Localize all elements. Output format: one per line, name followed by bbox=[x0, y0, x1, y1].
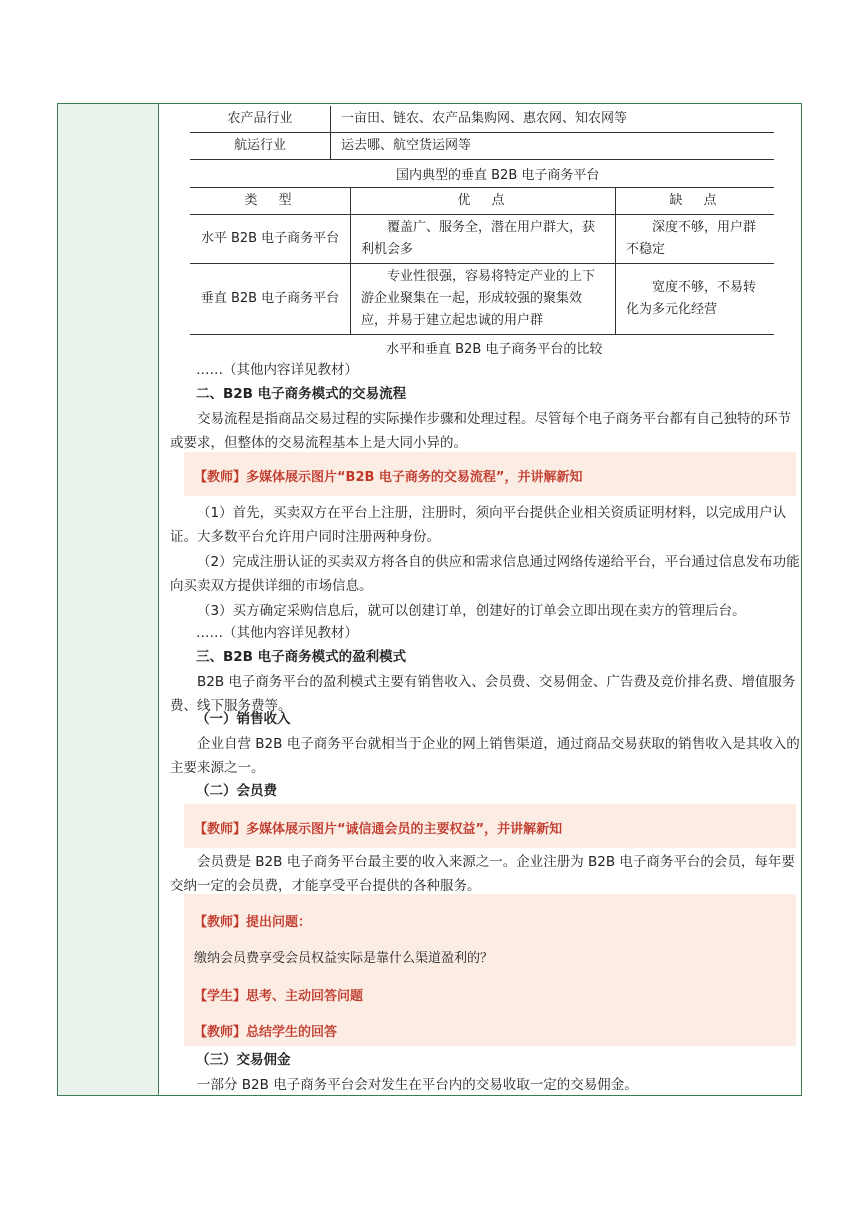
header-pros: 优 点 bbox=[351, 188, 616, 215]
cons-cell: 深度不够，用户群不稳定 bbox=[616, 215, 775, 264]
table-row bbox=[190, 264, 774, 335]
lesson-table bbox=[57, 103, 802, 1096]
pros-cell: 覆盖广、服务全，潜在用户群大，获利机会多 bbox=[351, 215, 616, 264]
table-caption: 水平和垂直 B2B 电子商务平台的比较 bbox=[386, 342, 603, 357]
paragraph: 一部分 B2B 电子商务平台会对发生在平台内的交易收取一定的交易佣金。 bbox=[197, 1077, 638, 1093]
table-row bbox=[190, 215, 774, 264]
subsection-heading: （三）交易佣金 bbox=[196, 1052, 291, 1068]
paragraph: 会员费是 B2B 电子商务平台最主要的收入来源之一。企业注册为 B2B 电子商务平台的会员，每年要交纳一定的会员费，才能享受平台提供的各种服务。 bbox=[170, 854, 795, 894]
paragraph: 企业自营 B2B 电子商务平台就相当于企业的网上销售渠道，通过商品交易获取的销售收入是其收入的主要来源之一。 bbox=[170, 736, 800, 776]
subsection-heading: （一）销售收入 bbox=[196, 711, 291, 727]
paragraph: 交易流程是指商品交易过程的实际操作步骤和处理过程。尽管每个电子商务平台都有自己独特的环节或要求，但整体的交易流程基本上是大同小异的。 bbox=[170, 411, 791, 451]
teacher-highlight-box bbox=[184, 452, 796, 496]
student-note: 【学生】思考、主动回答问题 bbox=[194, 989, 364, 1004]
teacher-question-label: 【教师】提出问题： bbox=[194, 915, 312, 930]
table-row bbox=[190, 133, 774, 160]
type-cell: 水平 B2B 电子商务平台 bbox=[190, 215, 351, 264]
cons-cell: 宽度不够，不易转化为多元化经营 bbox=[616, 264, 775, 335]
header-type: 类 型 bbox=[190, 188, 351, 215]
teacher-highlight-box bbox=[184, 804, 796, 848]
platforms-cell: 一亩田、链农、农产品集购网、惠农网、知农网等 bbox=[331, 106, 775, 133]
industry-cell: 航运行业 bbox=[190, 133, 331, 160]
etc-note: ……（其他内容详见教材） bbox=[196, 625, 358, 641]
step-paragraph: （3）买方确定采购信息后，就可以创建订单，创建好的订单会立即出现在卖方的管理后台。 bbox=[197, 603, 746, 619]
vertical-platform-table bbox=[190, 106, 774, 160]
paragraph: B2B 电子商务平台的盈利模式主要有销售收入、会员费、交易佣金、广告费及竞价排名费、增值服务费、线下服务费等。 bbox=[170, 674, 796, 714]
etc-note: ……（其他内容详见教材） bbox=[196, 362, 358, 378]
question-text: 缴纳会员费享受会员权益实际是靠什么渠道盈利的？ bbox=[194, 951, 494, 966]
left-column bbox=[58, 104, 159, 1095]
teacher-note: 【教师】多媒体展示图片“B2B 电子商务的交易流程”，并讲解新知 bbox=[194, 470, 583, 485]
table-row bbox=[190, 106, 774, 133]
table-header-row bbox=[190, 188, 774, 215]
content-cell bbox=[160, 104, 801, 1095]
type-cell: 垂直 B2B 电子商务平台 bbox=[190, 264, 351, 335]
header-cons: 缺 点 bbox=[616, 188, 775, 215]
industry-cell: 农产品行业 bbox=[190, 106, 331, 133]
pros-cell: 专业性很强，容易将特定产业的上下游企业聚集在一起，形成较强的聚集效应，并易于建立起忠诚的用户群 bbox=[351, 264, 616, 335]
comparison-table bbox=[190, 187, 774, 335]
section-heading: 三、B2B 电子商务模式的盈利模式 bbox=[196, 649, 407, 665]
section-heading: 二、B2B 电子商务模式的交易流程 bbox=[196, 386, 407, 402]
teacher-note: 【教师】多媒体展示图片“诚信通会员的主要权益”，并讲解新知 bbox=[194, 822, 563, 837]
table-caption: 国内典型的垂直 B2B 电子商务平台 bbox=[396, 168, 600, 183]
subsection-heading: （二）会员费 bbox=[196, 783, 277, 799]
step-paragraph: （2）完成注册认证的买卖双方将各自的供应和需求信息通过网络传递给平台，平台通过信息发布功能向买卖双方提供详细的市场信息。 bbox=[170, 554, 800, 594]
teacher-qa-box bbox=[184, 894, 796, 1046]
step-paragraph: （1）首先，买卖双方在平台上注册，注册时，须向平台提供企业相关资质证明材料，以完成用户认证。大多数平台允许用户同时注册两种身份。 bbox=[170, 505, 787, 545]
platforms-cell: 运去哪、航空货运网等 bbox=[331, 133, 775, 160]
teacher-summary: 【教师】总结学生的回答 bbox=[194, 1025, 338, 1040]
